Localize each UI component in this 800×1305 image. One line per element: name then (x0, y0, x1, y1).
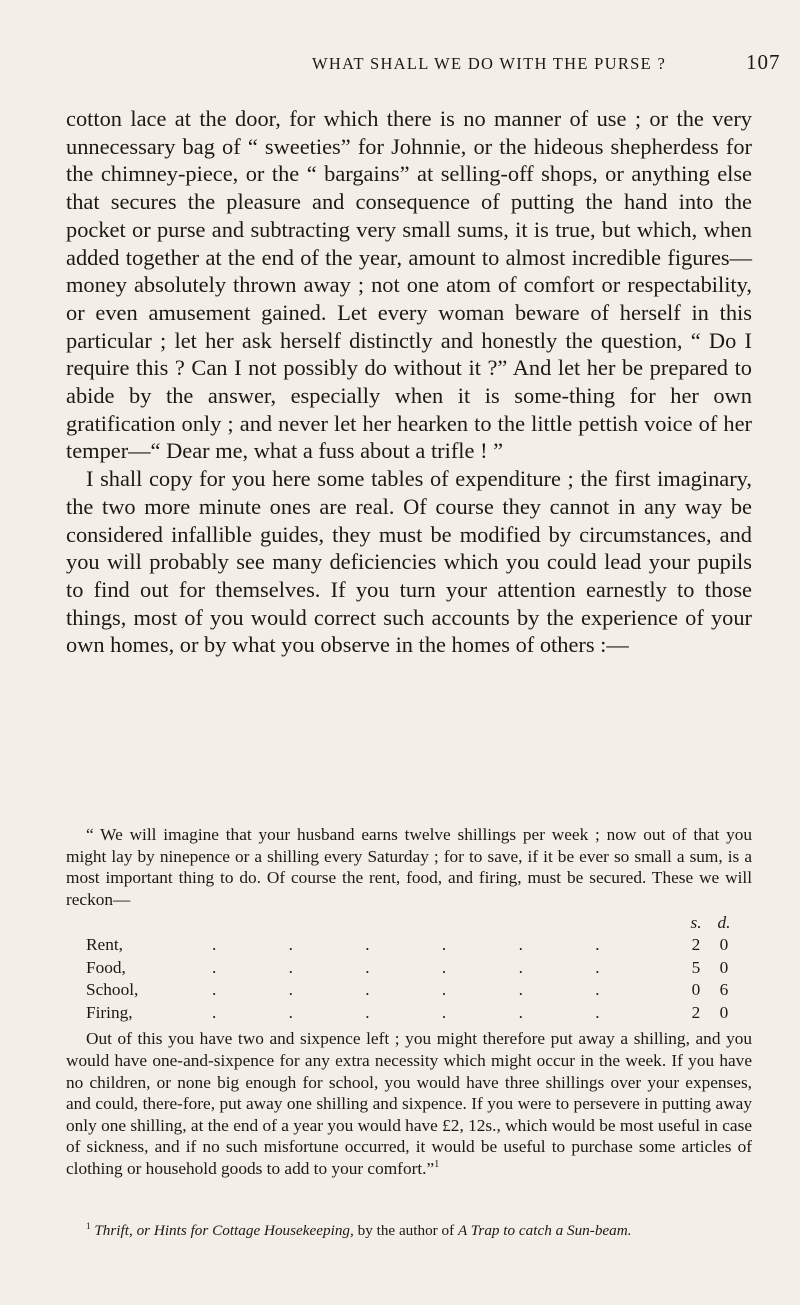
expenditure-table (66, 912, 752, 1024)
quote-conclusion-text: Out of this you have two and sixpence left ; you might therefore put away a shilling, and you would have one-and-sixpence for any extra necessity which might occur in the week. If you have no children, or none big enough for school, you would have three shillings over your expenses, and could, there-fore, put away one shilling and sixpence. If you were to persevere in putting away only one shilling, at the end of a year you would have £2, 12s., which would be most useful in case of sickness, and if no such misfortune occurred, it would be useful to purchase some articles of clothing or household goods to add to your comfort.” (66, 1029, 752, 1178)
page-number: 107 (746, 50, 781, 74)
table-row (66, 957, 752, 980)
quote-intro: “ We will imagine that your husband earns twelve shillings per week ; now out of that you might lay by ninepence or a shilling every Saturday ; for to save, if it be ever so small a sum, is a most important thing to do. Of course the rent, food, and firing, must be secured. These we will reckon— (66, 825, 752, 909)
row-label: Rent, (86, 935, 123, 955)
leader-dots: . . . . . . (212, 957, 634, 977)
footnote-middle: by the author of (357, 1222, 455, 1239)
pence-column-header: d. (717, 913, 731, 933)
table-row (66, 934, 752, 957)
pence-value: 0 (719, 1002, 729, 1022)
row-label: Firing, (86, 1002, 133, 1022)
quoted-passage (66, 824, 752, 1180)
pence-value: 0 (719, 957, 729, 977)
footnote-source: A Trap to catch a Sun-beam. (458, 1222, 632, 1239)
pence-value: 0 (719, 935, 729, 955)
leader-dots: . . . . . . (212, 1002, 634, 1022)
table-row (66, 1002, 752, 1025)
footnote (66, 1221, 752, 1240)
footnote-reference: 1 (434, 1159, 440, 1171)
shillings-value: 5 (691, 957, 701, 977)
quote-conclusion (66, 1028, 752, 1179)
shillings-column-header: s. (690, 913, 702, 933)
row-label: School, (86, 980, 139, 1000)
shillings-value: 2 (691, 1002, 701, 1022)
expenditure-table-header (66, 912, 752, 934)
shillings-value: 2 (691, 935, 701, 955)
running-head (0, 44, 800, 74)
paragraph-2: I shall copy for you here some tables of expenditure ; the first imaginary, the two more minute ones are real. Of course they cannot in any way be considered infallible guides, they must be modified by circumstances, and you will probably see many deficiencies which you could lead your pupils to find out for themselves. If you turn your attention earnestly to those things, most of you would correct such accounts by the experience of your own homes, or by what you observe in the homes of others :— (66, 466, 752, 658)
table-row (66, 979, 752, 1002)
leader-dots: . . . . . . (212, 980, 634, 1000)
shillings-value: 0 (691, 980, 701, 1000)
leader-dots: . . . . . . (212, 935, 634, 955)
running-head-title: WHAT SHALL WE DO WITH THE PURSE ? (312, 54, 667, 73)
footnote-title: Thrift, or Hints for Cottage Housekeeping, (94, 1222, 354, 1239)
row-label: Food, (86, 957, 126, 977)
main-text (66, 105, 752, 659)
pence-value: 6 (719, 980, 729, 1000)
paragraph-1: cotton lace at the door, for which there is no manner of use ; or the very unnecessary bag of “ sweeties” for Johnnie, or the hideous shepherdess for the chimney-piece, or the “ bargains” at selling-off shops, or anything else that secures the pleasure and consequence of putting the hand into the pocket or purse and subtracting very small sums, it is true, but which, when added together at the end of the year, amount to almost incredible figures—money absolutely thrown away ; not one atom of comfort or respectability, or even amusement gained. Let every woman beware of herself in this particular ; let her ask herself distinctly and honestly the question, “ Do I require this ? Can I not possibly do without it ?” And let her be prepared to abide by the answer, especially when it is some-thing for her own gratification only ; and never let her hearken to the little pettish voice of her temper—“ Dear me, what a fuss about a trifle ! ” (66, 106, 752, 464)
footnote-marker: 1 (86, 1220, 91, 1231)
